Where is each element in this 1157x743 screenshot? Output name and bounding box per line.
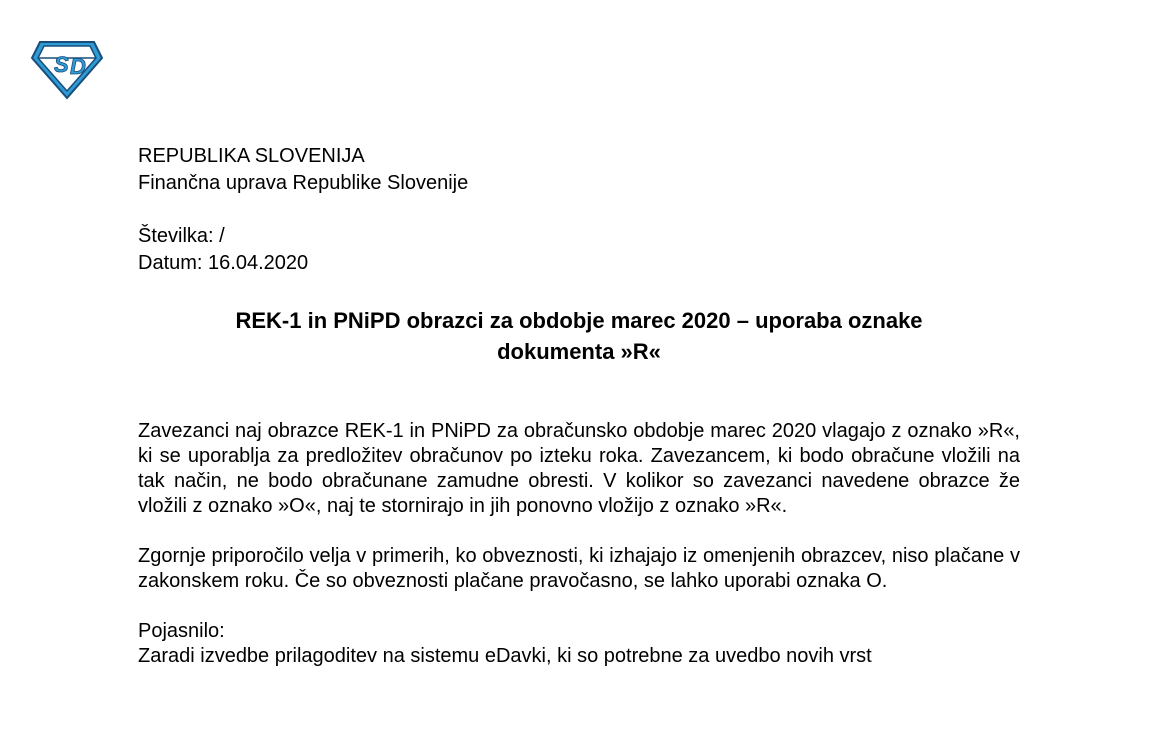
letterhead [138,143,468,197]
letterhead-country: REPUBLIKA SLOVENIJA [138,145,365,167]
paragraph-explanation [138,619,1020,669]
svg-text:S: S [54,52,69,77]
paragraph-filing-instructions: Zavezanci naj obrazce REK-1 in PNiPD za obračunsko obdobje marec 2020 vlagajo z oznako »R«, ki se uporablja za predložitev obračunov po izteku roka. Zavezancem, ki bodo obračune vložili na tak način, ne bodo obračunane zamudne obresti. V kolikor so zavezanci navedene obrazce že vložili z oznako »O«, naj te stornirajo in jih ponovno vložijo z oznako »R«. [138,420,1020,517]
svg-text:D: D [70,54,86,79]
document-number: Številka: / [138,225,225,247]
document-title-line2: dokumenta »R« [497,339,661,364]
explanation-heading: Pojasnilo: [138,620,225,642]
sd-logo-icon [30,40,104,100]
paragraph-recommendation: Zgornje priporočilo velja v primerih, ko obveznosti, ki izhajajo iz omenjenih obrazcev, niso plačane v zakonskem roku. Če so obveznosti plačane pravočasno, se lahko uporabi oznaka O. [138,545,1020,592]
document-title-line1: REK-1 in PNiPD obrazci za obdobje marec 2020 – uporaba oznake [235,308,923,333]
document-meta [138,223,308,277]
explanation-text: Zaradi izvedbe prilagoditev na sistemu eDavki, ki so potrebne za uvedbo novih vrst [138,645,872,667]
document-date: Datum: 16.04.2020 [138,252,309,274]
document-title [138,305,1020,367]
letterhead-agency: Finančna uprava Republike Slovenije [138,172,469,194]
document-body [138,419,1020,669]
